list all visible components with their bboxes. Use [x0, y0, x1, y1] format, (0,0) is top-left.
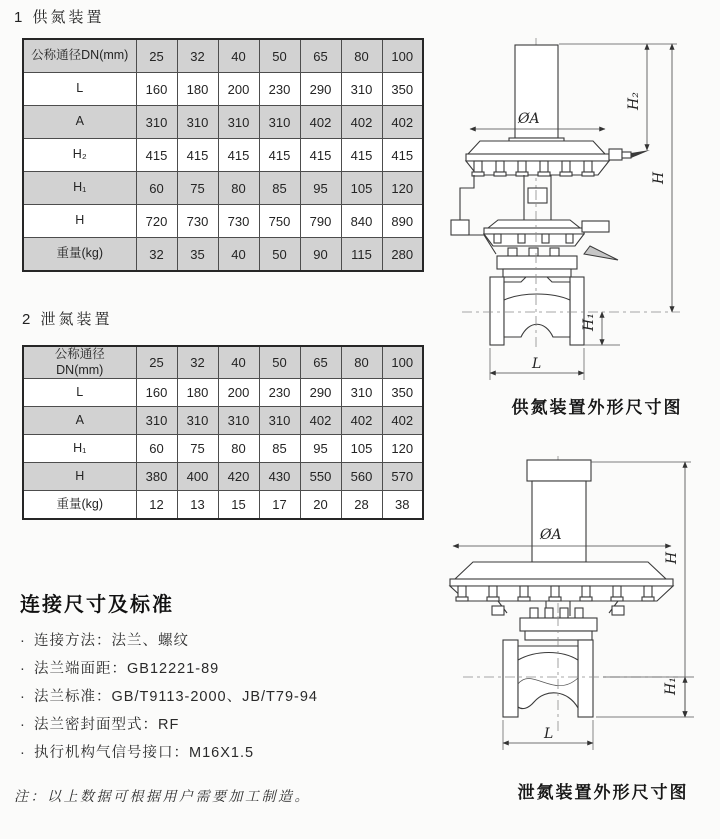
h-label: H — [651, 171, 667, 184]
spec-item-text: 执行机构气信号接口：M16X1.5 — [34, 745, 255, 761]
header-cell: 40 — [218, 346, 259, 379]
row-label-cell: L — [23, 73, 136, 106]
value-cell: 95 — [300, 435, 341, 463]
table-row — [23, 379, 423, 407]
value-cell: 200 — [218, 73, 259, 106]
header-cell: 25 — [136, 346, 177, 379]
row-label-cell: A — [23, 407, 136, 435]
value-cell: 310 — [218, 407, 259, 435]
l-label: L — [532, 356, 542, 372]
h-label: H — [664, 551, 680, 564]
bullet-dot: · — [20, 661, 26, 677]
table-row — [23, 238, 423, 272]
value-cell: 402 — [300, 407, 341, 435]
value-cell: 120 — [382, 435, 423, 463]
value-cell: 38 — [382, 491, 423, 520]
value-cell: 80 — [218, 172, 259, 205]
value-cell: 415 — [136, 139, 177, 172]
value-cell: 15 — [218, 491, 259, 520]
value-cell: 115 — [341, 238, 382, 272]
header-cell: 100 — [382, 346, 423, 379]
table-row — [23, 139, 423, 172]
value-cell: 310 — [177, 106, 218, 139]
vent-drawing-caption: 泄氮装置外形尺寸图 — [517, 783, 689, 802]
table-row — [23, 435, 423, 463]
value-cell: 402 — [382, 407, 423, 435]
value-cell: 350 — [382, 73, 423, 106]
value-cell: 310 — [177, 407, 218, 435]
value-cell: 90 — [300, 238, 341, 272]
value-cell: 50 — [259, 238, 300, 272]
value-cell: 890 — [382, 205, 423, 238]
h1-label: H₁ — [581, 313, 597, 331]
h1-label: H₁ — [663, 677, 679, 695]
footnote: 注：以上数据可根据用户需要加工制造。 — [14, 789, 311, 805]
table-row — [23, 463, 423, 491]
value-cell: 105 — [341, 435, 382, 463]
specs-heading: 连接尺寸及标准 — [20, 594, 174, 616]
value-cell: 95 — [300, 172, 341, 205]
value-cell: 570 — [382, 463, 423, 491]
spec-item-text: 法兰端面距：GB12221-89 — [34, 661, 220, 677]
value-cell: 310 — [341, 379, 382, 407]
row-label-cell: H₁ — [23, 172, 136, 205]
spec-item — [20, 711, 420, 739]
value-cell: 290 — [300, 73, 341, 106]
value-cell: 160 — [136, 379, 177, 407]
value-cell: 40 — [218, 238, 259, 272]
value-cell: 80 — [218, 435, 259, 463]
spec-item-text: 法兰标准：GB/T9113-2000、JB/T79-94 — [34, 689, 318, 705]
value-cell: 35 — [177, 238, 218, 272]
value-cell: 85 — [259, 172, 300, 205]
bullet-dot: · — [20, 633, 26, 649]
value-cell: 310 — [218, 106, 259, 139]
value-cell: 310 — [259, 407, 300, 435]
value-cell: 840 — [341, 205, 382, 238]
value-cell: 13 — [177, 491, 218, 520]
header-cell: 32 — [177, 39, 218, 73]
value-cell: 75 — [177, 435, 218, 463]
bullet-dot: · — [20, 745, 26, 761]
value-cell: 402 — [300, 106, 341, 139]
header-cell: 65 — [300, 39, 341, 73]
value-cell: 750 — [259, 205, 300, 238]
row-label-cell: H — [23, 205, 136, 238]
value-cell: 60 — [136, 435, 177, 463]
spec-item — [20, 739, 420, 767]
dia-a-label: ØA — [518, 111, 540, 127]
row-label-cell: 重量(kg) — [23, 238, 136, 272]
header-cell: 50 — [259, 346, 300, 379]
value-cell: 290 — [300, 379, 341, 407]
value-cell: 180 — [177, 73, 218, 106]
value-cell: 28 — [341, 491, 382, 520]
spec-item-text: 连接方法：法兰、螺纹 — [34, 633, 189, 649]
row-label-cell: L — [23, 379, 136, 407]
supply-device-drawing — [424, 32, 704, 394]
yoke-and-pilot — [451, 175, 618, 260]
table-row — [23, 106, 423, 139]
value-cell: 380 — [136, 463, 177, 491]
value-cell: 12 — [136, 491, 177, 520]
spec-item-text: 法兰密封面型式：RF — [34, 717, 180, 733]
value-cell: 60 — [136, 172, 177, 205]
actuator-top — [466, 38, 650, 190]
value-cell: 790 — [300, 205, 341, 238]
value-cell: 415 — [218, 139, 259, 172]
spec-item — [20, 655, 420, 683]
section2-title: 2 泄氮装置 — [22, 311, 113, 328]
value-cell: 85 — [259, 435, 300, 463]
value-cell: 720 — [136, 205, 177, 238]
value-cell: 32 — [136, 238, 177, 272]
table-row — [23, 205, 423, 238]
l-label: L — [544, 726, 554, 742]
valve-body — [463, 601, 678, 732]
value-cell: 415 — [300, 139, 341, 172]
value-cell: 415 — [259, 139, 300, 172]
bullet-dot: · — [20, 689, 26, 705]
header-cell: 40 — [218, 39, 259, 73]
value-cell: 430 — [259, 463, 300, 491]
value-cell: 730 — [218, 205, 259, 238]
value-cell: 310 — [341, 73, 382, 106]
table-row — [23, 73, 423, 106]
value-cell: 420 — [218, 463, 259, 491]
value-cell: 180 — [177, 379, 218, 407]
value-cell: 105 — [341, 172, 382, 205]
row-label-cell: H₂ — [23, 139, 136, 172]
value-cell: 415 — [341, 139, 382, 172]
supply-device-table — [22, 38, 424, 272]
table-row — [23, 407, 423, 435]
header-cell: 80 — [341, 346, 382, 379]
section1-title: 1 供氮装置 — [14, 9, 105, 26]
value-cell: 20 — [300, 491, 341, 520]
bullet-dot: · — [20, 717, 26, 733]
value-cell: 310 — [136, 106, 177, 139]
header-cell: 32 — [177, 346, 218, 379]
value-cell: 415 — [382, 139, 423, 172]
value-cell: 550 — [300, 463, 341, 491]
value-cell: 310 — [259, 106, 300, 139]
header-cell: 50 — [259, 39, 300, 73]
value-cell: 402 — [382, 106, 423, 139]
value-cell: 402 — [341, 106, 382, 139]
table-header-row — [23, 39, 423, 73]
row-label-cell: H₁ — [23, 435, 136, 463]
value-cell: 75 — [177, 172, 218, 205]
value-cell: 310 — [136, 407, 177, 435]
connection-specs — [20, 588, 420, 767]
table-header-row — [23, 346, 423, 379]
specs-list — [20, 627, 420, 767]
row-label-cell: 重量(kg) — [23, 491, 136, 520]
value-cell: 280 — [382, 238, 423, 272]
header-cell: 100 — [382, 39, 423, 73]
value-cell: 120 — [382, 172, 423, 205]
value-cell: 560 — [341, 463, 382, 491]
value-cell: 730 — [177, 205, 218, 238]
dia-a-label: ØA — [540, 527, 562, 543]
value-cell: 230 — [259, 73, 300, 106]
header-cell: 公称通径DN(mm) — [23, 39, 136, 73]
value-cell: 415 — [177, 139, 218, 172]
row-label-cell: A — [23, 106, 136, 139]
h2-label: H₂ — [626, 92, 642, 110]
vent-device-drawing — [428, 452, 713, 770]
row-label-cell: H — [23, 463, 136, 491]
value-cell: 402 — [341, 407, 382, 435]
header-cell: 25 — [136, 39, 177, 73]
header-cell: 公称通径 DN(mm) — [23, 346, 136, 379]
header-cell: 80 — [341, 39, 382, 73]
supply-drawing-caption: 供氮装置外形尺寸图 — [511, 398, 683, 417]
value-cell: 200 — [218, 379, 259, 407]
spec-item — [20, 683, 420, 711]
spec-item — [20, 627, 420, 655]
value-cell: 160 — [136, 73, 177, 106]
table-row — [23, 172, 423, 205]
value-cell: 400 — [177, 463, 218, 491]
valve-body — [462, 190, 680, 350]
value-cell: 17 — [259, 491, 300, 520]
header-cell: 65 — [300, 346, 341, 379]
vent-device-table — [22, 345, 424, 520]
value-cell: 350 — [382, 379, 423, 407]
table-row — [23, 491, 423, 520]
value-cell: 230 — [259, 379, 300, 407]
